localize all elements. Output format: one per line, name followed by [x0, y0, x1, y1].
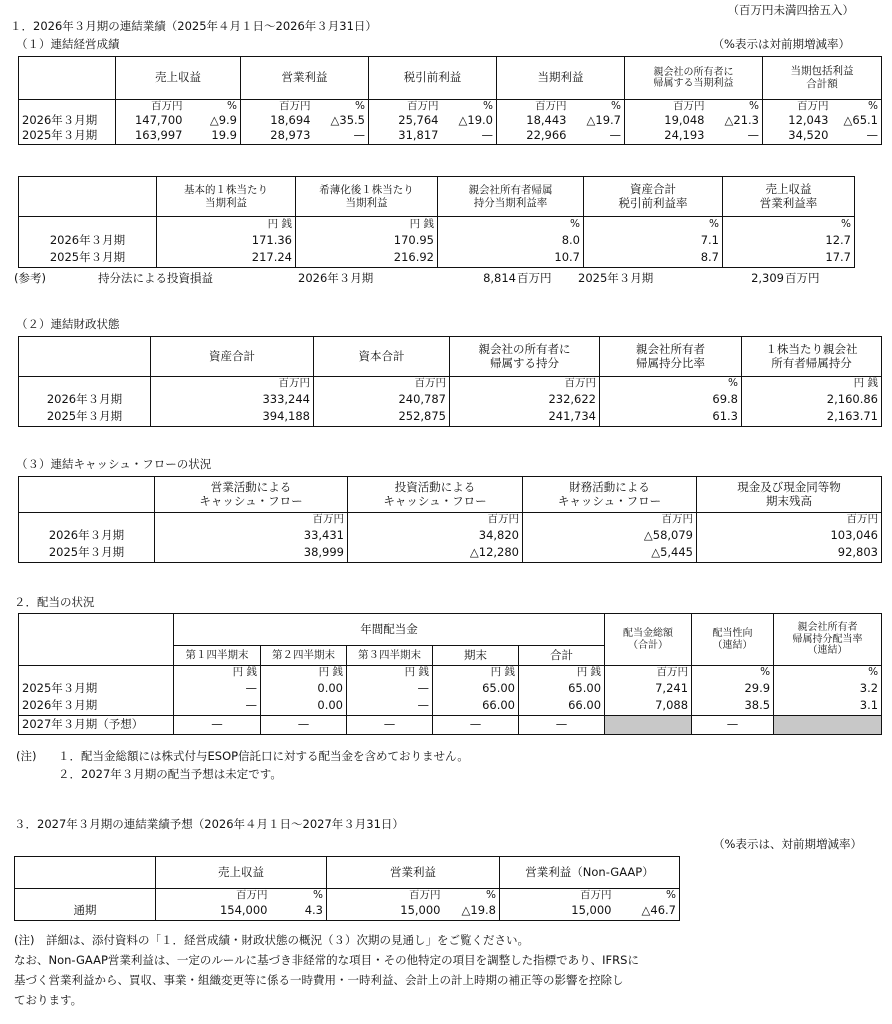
header-revenue: 売上収益 [156, 857, 327, 889]
value-cell: 2,163.71 [742, 409, 882, 427]
header-owners-equity: 親会社の所有者に 帰属する持分 [450, 337, 600, 377]
header-operating-profit: 営業利益 [241, 57, 369, 100]
unit-cell: 百万円 [523, 513, 697, 527]
table-row [19, 698, 882, 716]
header-total-equity: 資本合計 [314, 337, 450, 377]
value-cell: 7.1 [584, 232, 723, 250]
dividend-note-2: ２．2027年３月期の配当予想は未定です。 [58, 767, 282, 781]
value-cell: 216.92 [296, 250, 438, 268]
unit-cell: % [615, 889, 680, 903]
unit-cell: % [314, 100, 369, 113]
header-doe: 親会社所有者 帰属持分配当率 （連結） [774, 614, 882, 666]
subsection-3-title: （３）連結キャッシュ・フローの状況 [16, 457, 212, 471]
unit-cell: 百万円 [155, 513, 348, 527]
value-cell: 7,088 [605, 698, 692, 716]
value-cell: 3.2 [774, 680, 882, 698]
value-cell: 252,875 [314, 409, 450, 427]
header-pretax-profit: 税引前利益 [369, 57, 497, 100]
forecast-note-3: 基づく営業利益から、買収、事業・組織変更等に係る一時費用・一時利益、会計上の計上時期の補正等の影響を控除し [14, 973, 624, 987]
value-cell: 170.95 [296, 232, 438, 250]
row-label: 2026年３月期 [19, 391, 151, 409]
unit-cell: % [584, 217, 723, 232]
value-cell: 24,193 [625, 129, 708, 145]
unit-row-label [19, 513, 155, 527]
forecast-note-2: なお、Non-GAAP営業利益は、一定のルールに基づき非経常的な項目・その他特定の項目を調整した指標であり、IFRSに [14, 953, 639, 967]
table-row [19, 232, 855, 250]
value-cell: — [442, 129, 497, 145]
unit-cell: 円 銭 [742, 377, 882, 391]
subsection-1-title: （１）連結経営成績 [16, 37, 120, 51]
unit-cell: 百万円 [369, 100, 442, 113]
header-equity-ratio: 親会社所有者 帰属持分比率 [600, 337, 742, 377]
unit-cell: 百万円 [156, 889, 271, 903]
value-cell: — [174, 716, 261, 735]
value-cell: 92,803 [697, 545, 882, 563]
row-label: 2025年３月期 [19, 250, 157, 268]
value-cell: 33,431 [155, 527, 348, 545]
value-cell: 240,787 [314, 391, 450, 409]
header-comprehensive-income: 当期包括利益 合計額 [763, 57, 882, 100]
header-payout-ratio: 配当性向 （連結） [692, 614, 774, 666]
value-cell: 22,966 [497, 129, 570, 145]
value-cell: △12,280 [348, 545, 523, 563]
value-cell: 15,000 [500, 903, 615, 921]
dividend-section-title: ２．配当の状況 [14, 595, 95, 609]
unit-row-label [19, 666, 174, 680]
row-label: 2026年３月期 [19, 113, 116, 129]
unit-cell: % [570, 100, 625, 113]
header-roe: 親会社所有者帰属 持分当期利益率 [438, 177, 584, 217]
value-cell: — [347, 680, 433, 698]
reference-unit-1: 百万円 [517, 271, 552, 285]
value-cell: 66.00 [519, 698, 605, 716]
header-financing-cf: 財務活動による キャッシュ・フロー [523, 477, 697, 513]
operating-results-table [18, 56, 882, 145]
unit-cell: % [600, 377, 742, 391]
forecast-table [14, 856, 680, 921]
table-row [19, 527, 882, 545]
unit-row-label [19, 377, 151, 391]
value-cell: 34,820 [348, 527, 523, 545]
unit-cell: % [186, 100, 241, 113]
unit-cell: 百万円 [314, 377, 450, 391]
value-cell: △19.7 [570, 113, 625, 129]
corner-cell [19, 177, 157, 217]
row-label: 2025年３月期 [19, 129, 116, 145]
rounding-note: （百万円未満四捨五入） [727, 3, 854, 17]
header-non-gaap-operating-profit: 営業利益（Non-GAAP） [500, 857, 680, 889]
table-row [19, 409, 882, 427]
unit-cell: 百万円 [116, 100, 186, 113]
value-cell: △65.1 [832, 113, 882, 129]
value-cell: △21.3 [708, 113, 763, 129]
reference-text: 持分法による投資損益 [98, 271, 213, 285]
row-label: 2025年３月期 [19, 409, 151, 427]
table-row [15, 903, 680, 921]
table-row [19, 716, 882, 735]
unit-row-label [19, 217, 157, 232]
unit-cell: % [723, 217, 855, 232]
value-cell: 3.1 [774, 698, 882, 716]
reference-period-1: 2026年３月期 [298, 271, 374, 285]
dividend-note-1: １．配当金総額には株式付与ESOP信託口に対する配当金を含めておりません。 [58, 749, 469, 763]
table-row [19, 250, 855, 268]
value-cell: △19.0 [442, 113, 497, 129]
header-revenue: 売上収益 [116, 57, 241, 100]
value-cell: 8.7 [584, 250, 723, 268]
value-cell: — [174, 698, 261, 716]
section-1-title: １．2026年３月期の連結業績（2025年４月１日～2026年３月31日） [10, 19, 377, 33]
header-total-assets: 資産合計 [151, 337, 314, 377]
value-cell: — [692, 716, 774, 735]
row-label: 2026年３月期 [19, 527, 155, 545]
value-cell: 12.7 [723, 232, 855, 250]
unit-cell: 円 銭 [433, 666, 519, 680]
value-cell: — [570, 129, 625, 145]
value-cell: — [347, 698, 433, 716]
unit-cell: % [692, 666, 774, 680]
unit-cell: 百万円 [348, 513, 523, 527]
value-cell: — [314, 129, 369, 145]
value-cell: 4.3 [271, 903, 327, 921]
unit-cell: 百万円 [497, 100, 570, 113]
corner-cell [15, 857, 156, 889]
value-cell: 171.36 [157, 232, 296, 250]
unit-cell: 百万円 [450, 377, 600, 391]
value-cell: 12,043 [763, 113, 832, 129]
corner-cell [19, 477, 155, 513]
value-cell: 69.8 [600, 391, 742, 409]
row-label: 2025年３月期 [19, 545, 155, 563]
header-operating-profit: 営業利益 [327, 857, 500, 889]
unit-cell: % [271, 889, 327, 903]
value-cell: 66.00 [433, 698, 519, 716]
unit-cell: 百万円 [327, 889, 444, 903]
value-cell: 18,694 [241, 113, 314, 129]
value-cell: — [433, 716, 519, 735]
value-cell: — [832, 129, 882, 145]
value-cell: — [519, 716, 605, 735]
value-cell: 103,046 [697, 527, 882, 545]
table-row [19, 680, 882, 698]
header-investing-cf: 投資活動による キャッシュ・フロー [348, 477, 523, 513]
header-diluted-eps: 希薄化後１株当たり 当期利益 [296, 177, 438, 217]
unit-cell: 円 銭 [347, 666, 433, 680]
reference-unit-2: 百万円 [785, 271, 820, 285]
table-row [19, 129, 882, 145]
value-cell: △5,445 [523, 545, 697, 563]
header-annual-dividend: 年間配当金 [174, 614, 605, 646]
value-cell: 8.0 [438, 232, 584, 250]
value-cell: 7,241 [605, 680, 692, 698]
subsection-2-title: （２）連結財政状態 [16, 317, 120, 331]
unit-row-label [15, 889, 156, 903]
dividend-table [18, 613, 882, 735]
reference-value-2: 2,309 [751, 271, 784, 285]
unit-cell: % [774, 666, 882, 680]
unit-cell: 円 銭 [519, 666, 605, 680]
unit-row-label [19, 100, 116, 113]
value-cell: △46.7 [615, 903, 680, 921]
value-cell: 65.00 [433, 680, 519, 698]
header-bps: １株当たり親会社 所有者帰属持分 [742, 337, 882, 377]
value-cell: 29.9 [692, 680, 774, 698]
header-cash-balance: 現金及び現金同等物 期末残高 [697, 477, 882, 513]
value-cell: 163,997 [116, 129, 186, 145]
value-cell: 65.00 [519, 680, 605, 698]
row-label: 2025年３月期 [19, 680, 174, 698]
header-owners-profit: 親会社の所有者に 帰属する当期利益 [625, 57, 763, 100]
value-cell: 25,764 [369, 113, 442, 129]
corner-cell [19, 337, 151, 377]
unit-cell: 百万円 [763, 100, 832, 113]
unit-cell: 百万円 [697, 513, 882, 527]
unit-cell: % [438, 217, 584, 232]
value-cell: 147,700 [116, 113, 186, 129]
unit-cell: % [832, 100, 882, 113]
header-operating-margin: 売上収益 営業利益率 [723, 177, 855, 217]
value-cell: 394,188 [151, 409, 314, 427]
value-cell: 333,244 [151, 391, 314, 409]
header-q1: 第１四半期末 [174, 646, 261, 666]
unit-cell: 百万円 [605, 666, 692, 680]
value-cell: 241,734 [450, 409, 600, 427]
unit-cell: 百万円 [241, 100, 314, 113]
unit-cell: % [708, 100, 763, 113]
table-row [19, 113, 882, 129]
shaded-cell [774, 716, 882, 735]
row-label: 2027年３月期（予想） [19, 716, 174, 735]
value-cell: 19,048 [625, 113, 708, 129]
forecast-note-label: (注) [14, 933, 35, 947]
unit-cell: 円 銭 [296, 217, 438, 232]
header-q2: 第２四半期末 [261, 646, 347, 666]
dividend-note-label: (注) [16, 749, 37, 763]
value-cell: 38,999 [155, 545, 348, 563]
value-cell: 18,443 [497, 113, 570, 129]
per-share-table [18, 176, 855, 268]
unit-cell: 百万円 [625, 100, 708, 113]
header-total: 合計 [519, 646, 605, 666]
value-cell: 217.24 [157, 250, 296, 268]
corner-cell [19, 614, 174, 666]
row-label: 2026年３月期 [19, 698, 174, 716]
unit-cell: % [442, 100, 497, 113]
header-total-dividend: 配当金総額 （合計） [605, 614, 692, 666]
header-year-end: 期末 [433, 646, 519, 666]
cash-flow-table [18, 476, 882, 563]
header-operating-cf: 営業活動による キャッシュ・フロー [155, 477, 348, 513]
reference-period-2: 2025年３月期 [578, 271, 654, 285]
value-cell: △19.8 [444, 903, 500, 921]
value-cell: — [347, 716, 433, 735]
forecast-percent-note: （%表示は、対前期増減率） [713, 837, 862, 851]
value-cell: 10.7 [438, 250, 584, 268]
percent-note: （%表示は対前期増減率） [712, 37, 850, 51]
unit-cell: 円 銭 [157, 217, 296, 232]
forecast-note-4: ております。 [14, 993, 83, 1007]
unit-cell: 円 銭 [174, 666, 261, 680]
value-cell: 232,622 [450, 391, 600, 409]
forecast-note-1: 詳細は、添付資料の「１．経営成績・財政状態の概況（３）次期の見通し」をご覧ください。 [46, 933, 529, 947]
unit-cell: 円 銭 [261, 666, 347, 680]
reference-label: (参考) [14, 271, 46, 285]
shaded-cell [605, 716, 692, 735]
value-cell: 19.9 [186, 129, 241, 145]
financial-position-table [18, 336, 882, 427]
reference-value-1: 8,814 [483, 271, 516, 285]
value-cell: — [174, 680, 261, 698]
value-cell: — [708, 129, 763, 145]
header-q3: 第３四半期末 [347, 646, 433, 666]
header-basic-eps: 基本的１株当たり 当期利益 [157, 177, 296, 217]
value-cell: — [261, 716, 347, 735]
value-cell: △35.5 [314, 113, 369, 129]
value-cell: 2,160.86 [742, 391, 882, 409]
value-cell: 31,817 [369, 129, 442, 145]
value-cell: 0.00 [261, 698, 347, 716]
value-cell: △58,079 [523, 527, 697, 545]
row-label: 2026年３月期 [19, 232, 157, 250]
value-cell: 38.5 [692, 698, 774, 716]
header-net-profit: 当期利益 [497, 57, 625, 100]
value-cell: 34,520 [763, 129, 832, 145]
unit-cell: 百万円 [151, 377, 314, 391]
table-row [19, 391, 882, 409]
unit-cell: % [444, 889, 500, 903]
value-cell: 154,000 [156, 903, 271, 921]
value-cell: 17.7 [723, 250, 855, 268]
table-row [19, 545, 882, 563]
header-roa: 資産合計 税引前利益率 [584, 177, 723, 217]
value-cell: △9.9 [186, 113, 241, 129]
value-cell: 61.3 [600, 409, 742, 427]
value-cell: 0.00 [261, 680, 347, 698]
row-label: 通期 [15, 903, 156, 921]
value-cell: 15,000 [327, 903, 444, 921]
corner-cell [19, 57, 116, 100]
unit-cell: 百万円 [500, 889, 615, 903]
forecast-section-title: ３．2027年３月期の連結業績予想（2026年４月１日～2027年３月31日） [14, 817, 404, 831]
value-cell: 28,973 [241, 129, 314, 145]
